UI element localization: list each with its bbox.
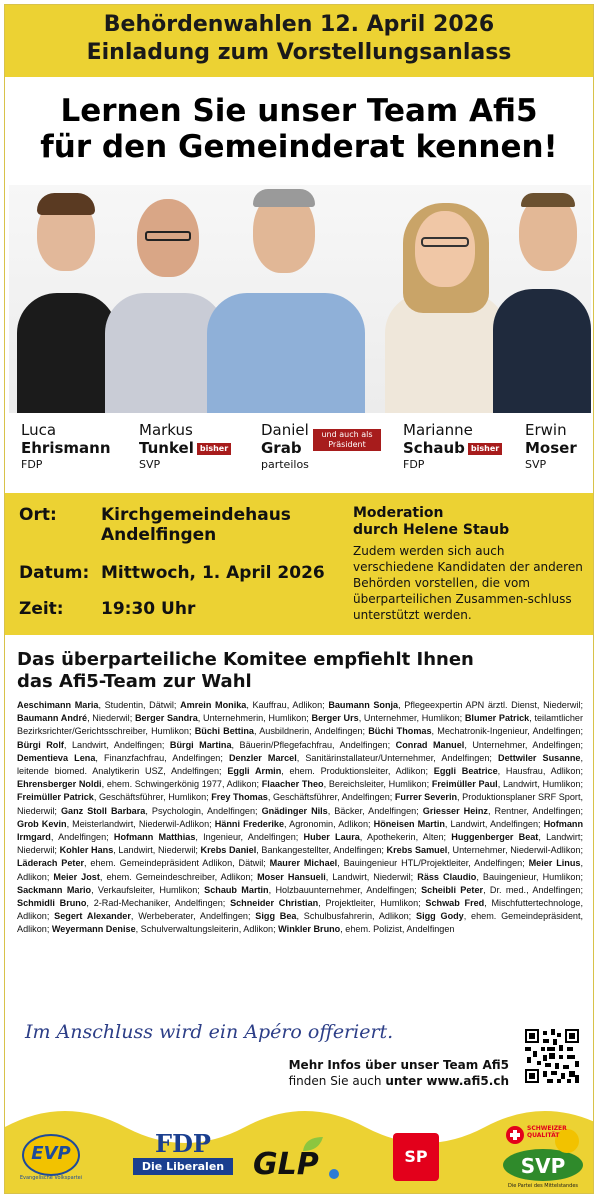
committee-member: Conrad Manuel, Unternehmer, Andelfingen; bbox=[395, 739, 583, 750]
glp-logo[interactable] bbox=[253, 1135, 343, 1185]
moderation-heading bbox=[353, 505, 509, 539]
committee-member-name: Denzler Marcel bbox=[228, 752, 297, 763]
committee-member: Dettwiler Susanne, leitende biomed. Analytikerin USZ, Andelfingen; bbox=[17, 752, 583, 777]
committee-member-name: Aeschimann Maria bbox=[17, 700, 99, 710]
candidate-first-name: Daniel bbox=[261, 421, 309, 439]
committee-member-name: Räss Claudio bbox=[417, 871, 477, 882]
portrait-moser bbox=[493, 185, 591, 413]
committee-member: Dementieva Lena, Finanzfachfrau, Andelfingen; bbox=[17, 752, 229, 763]
evp-label: EVP bbox=[31, 1143, 71, 1164]
committee-member-name: Baumann Sonja bbox=[328, 700, 399, 710]
committee-member: Moser Hansueli, Landwirt, Niederwil; bbox=[257, 871, 418, 882]
committee-member: Aeschimann Maria, Studentin, Dätwil; bbox=[17, 700, 181, 710]
committee-member-name: Schneider Christian bbox=[230, 898, 319, 909]
candidate-party: SVP bbox=[139, 458, 161, 471]
website-link[interactable]: unter www.afi5.ch bbox=[385, 1074, 509, 1088]
committee-member: Ehrensberger Noldi, ehem. Schwingerkönig 1977, Adlikon; bbox=[17, 779, 262, 790]
zeit-label: Zeit: bbox=[19, 599, 64, 619]
committee-member-name: Meier Linus bbox=[528, 858, 581, 869]
committee-member-name: Dettwiler Susanne bbox=[498, 752, 581, 763]
moderation-line1: Moderation bbox=[353, 505, 444, 521]
committee-member-name: Dementieva Lena bbox=[17, 752, 96, 763]
glp-dot bbox=[329, 1169, 339, 1179]
committee-member-name: Furrer Severin bbox=[394, 792, 458, 803]
glp-label: GLP bbox=[253, 1147, 319, 1182]
committee-member: Räss Claudio, Bauingenieur, Humlikon; bbox=[417, 871, 584, 882]
committee-member: Grob Kevin, Meisterlandwirt, Niederwil-Adlikon; bbox=[17, 818, 215, 829]
committee-member: Berger Urs, Unternehmer, Humlikon; bbox=[311, 713, 465, 724]
committee-member-name: Büchi Thomas bbox=[368, 726, 432, 737]
candidate-grab bbox=[261, 421, 391, 472]
committee-member: Freimüller Patrick, Geschäftsführer, Humlikon; bbox=[17, 792, 212, 803]
datum-value: Mittwoch, 1. April 2026 bbox=[101, 563, 325, 583]
candidate-schaub bbox=[403, 421, 502, 472]
more-info bbox=[289, 1057, 509, 1089]
svp-badge-text: SCHWEIZER QUALITÄT bbox=[527, 1125, 567, 1139]
committee-member-name: Griesser Heinz bbox=[422, 805, 488, 816]
committee-member-name: Segert Alexander bbox=[54, 911, 131, 922]
committee-heading bbox=[17, 649, 474, 693]
candidate-party: FDP bbox=[21, 458, 43, 471]
committee-member: Flaacher Theo, Bereichsleiter, Humlikon; bbox=[261, 779, 432, 790]
committee-member-name: Maurer Michael bbox=[269, 858, 338, 869]
committee-member-name: Büchi Bettina bbox=[194, 726, 254, 737]
committee-member-name: Berger Sandra bbox=[134, 713, 198, 724]
candidate-names bbox=[5, 421, 593, 485]
fdp-logo[interactable] bbox=[133, 1129, 233, 1185]
candidate-party: FDP bbox=[403, 458, 425, 471]
committee-member-name: Huber Laura bbox=[303, 832, 360, 843]
committee-member: Ganz Stoll Barbara, Psychologin, Andelfingen; bbox=[60, 805, 262, 816]
candidate-last-name: Ehrismann bbox=[21, 439, 111, 457]
committee-member-name: Conrad Manuel bbox=[395, 739, 465, 750]
team-photo bbox=[9, 185, 591, 413]
committee-member-name: Gnädinger Nils bbox=[261, 805, 328, 816]
committee-member-name: Frey Thomas bbox=[211, 792, 268, 803]
committee-member: Bürgi Rolf, Landwirt, Andelfingen; bbox=[17, 739, 170, 750]
committee-member-name: Freimüller Patrick bbox=[17, 792, 94, 803]
ort-label: Ort: bbox=[19, 505, 57, 525]
committee-member-name: Ganz Stoll Barbara bbox=[60, 805, 146, 816]
committee-member: Gnädinger Nils, Bäcker, Andelfingen; bbox=[261, 805, 423, 816]
committee-member-name: Baumann André bbox=[17, 713, 88, 724]
candidate-first-name: Luca bbox=[21, 421, 57, 439]
candidate-first-name: Erwin bbox=[525, 421, 567, 439]
committee-member-name: Winkler Bruno bbox=[278, 924, 341, 935]
committee-member: Huggenberger Beat, Landwirt; Niederwil; bbox=[17, 832, 583, 856]
committee-member-list bbox=[17, 699, 583, 937]
committee-member-name: Schmidli Bruno bbox=[17, 898, 87, 909]
headline-line1: Lernen Sie unser Team Afi5 bbox=[60, 93, 538, 129]
committee-member: Sigg Gody, ehem. Gemeindepräsident, Adlikon; bbox=[17, 911, 584, 935]
committee-member: Eggli Armin, ehem. Produktionsleiter, Adlikon; bbox=[227, 766, 434, 777]
committee-member-name: Eggli Armin bbox=[227, 766, 282, 777]
committee-member: Büchi Thomas, Mechatronik-Ingenieur, Andelfingen; bbox=[368, 726, 584, 737]
portrait-grab bbox=[199, 185, 369, 413]
svp-label: SVP bbox=[520, 1154, 566, 1178]
candidate-moser bbox=[525, 421, 577, 472]
header-band bbox=[5, 5, 593, 77]
moderation-text: Zudem werden sich auch verschiedene Kandidaten der anderen Behörden vorstellen, die vom überparteilichen Zusammen-schluss unterstützt werden. bbox=[353, 544, 583, 622]
candidate-last-name: Moser bbox=[525, 439, 577, 457]
committee-member: Denzler Marcel, Sanitärinstallateur/Unternehmer, Andelfingen; bbox=[228, 752, 499, 763]
committee-member: Schaub Martin, Holzbauunternehmer, Andelfingen; bbox=[204, 884, 422, 895]
president-tag: und auch als Präsident bbox=[313, 429, 381, 451]
party-logo-band bbox=[5, 1105, 593, 1194]
committee-member: Freimüller Paul, Landwirt, Humlikon; bbox=[431, 779, 583, 790]
committee-member-name: Hofmann Irmgard bbox=[17, 818, 583, 843]
datum-label: Datum: bbox=[19, 563, 90, 583]
candidate-ehrismann bbox=[21, 421, 111, 472]
candidate-first-name: Marianne bbox=[403, 421, 473, 439]
committee-member-name: Blumer Patrick bbox=[464, 713, 530, 724]
committee-member-name: Krebs Samuel bbox=[386, 845, 448, 856]
portrait-schaub bbox=[381, 185, 511, 413]
committee-member: Sackmann Mario, Verkaufsleiter, Humlikon; bbox=[17, 884, 205, 895]
committee-member: Amrein Monika, Kauffrau, Adlikon; bbox=[180, 700, 329, 710]
committee-heading-line1: Das überparteiliche Komitee empfiehlt Ihnen bbox=[17, 649, 474, 670]
committee-member-name: Krebs Daniel bbox=[200, 845, 257, 856]
committee-member-name: Scheibli Peter bbox=[421, 884, 484, 895]
committee-member: Hänni Frederike, Agronomin, Adlikon; bbox=[214, 818, 374, 829]
committee-member-name: Schwab Fred bbox=[425, 898, 485, 909]
committee-member: Eggli Beatrice, Hausfrau, Adlikon; bbox=[433, 766, 583, 777]
committee-member-name: Eggli Beatrice bbox=[433, 766, 498, 777]
flyer bbox=[4, 4, 594, 1194]
candidate-tunkel bbox=[139, 421, 231, 472]
committee-member-name: Amrein Monika bbox=[180, 700, 247, 710]
svp-logo[interactable] bbox=[497, 1121, 589, 1191]
committee-member: Meier Linus, Adlikon; bbox=[17, 858, 583, 882]
header-title: Behördenwahlen 12. April 2026 bbox=[103, 12, 495, 37]
committee-member-name: Hofmann Matthias bbox=[113, 832, 196, 843]
committee-member: Meier Jost, ehem. Gemeindeschreiber, Adlikon; bbox=[53, 871, 258, 882]
committee-member-name: Schaub Martin bbox=[204, 884, 269, 895]
fdp-label: FDP bbox=[155, 1129, 211, 1158]
zeit-value: 19:30 Uhr bbox=[101, 599, 196, 619]
headline bbox=[5, 93, 593, 165]
committee-member: Huber Laura, Apothekerin, Alten; bbox=[303, 832, 452, 843]
committee-member: Schmidli Bruno, 2-Rad-Mechaniker, Andelfingen; bbox=[17, 898, 231, 909]
committee-member: Läderach Peter, ehem. Gemeindepräsident Adlikon, Dätwil; bbox=[17, 858, 270, 869]
committee-member: Krebs Daniel, Bankangestellter, Andelfingen; bbox=[200, 845, 387, 856]
more-info-line2 bbox=[289, 1073, 509, 1089]
ort-line1: Kirchgemeindehaus bbox=[101, 505, 291, 525]
qr-code-icon[interactable] bbox=[523, 1027, 581, 1085]
bisher-tag: bisher bbox=[468, 443, 502, 455]
ort-value bbox=[101, 505, 291, 545]
committee-member: Schneider Christian, Projektleiter, Humlikon; bbox=[230, 898, 426, 909]
apero-note: Im Anschluss wird ein Apéro offeriert. bbox=[25, 1021, 394, 1043]
committee-member: Büchi Bettina, Ausbildnerin, Andelfingen; bbox=[194, 726, 369, 737]
svp-subtitle: Die Partei des Mittelstandes bbox=[507, 1183, 579, 1189]
sp-label: SP bbox=[404, 1147, 428, 1166]
committee-member: Winkler Bruno, ehem. Polizist, Andelfingen bbox=[278, 924, 455, 935]
committee-member: Baumann André, Niederwil; bbox=[17, 713, 135, 724]
committee-member-name: Grob Kevin bbox=[17, 818, 67, 829]
committee-member: Scheibli Peter, Dr. med., Andelfingen; bbox=[421, 884, 583, 895]
more-info-prefix: finden Sie auch bbox=[288, 1074, 386, 1088]
committee-member: Furrer Severin, Produktionsplaner SRF Sport, Niederwil; bbox=[17, 792, 583, 816]
committee-member-name: Berger Urs bbox=[311, 713, 359, 724]
committee-member: Blumer Patrick, teilamtlicher Bezirksrichter/Gerichtsschreiber, Humlikon; bbox=[17, 713, 583, 737]
committee-member: Schwab Fred, Mischfuttertechnologe, Adlikon; bbox=[17, 898, 583, 922]
committee-member-name: Höneisen Martin bbox=[373, 818, 445, 829]
committee-member-name: Bürgi Rolf bbox=[17, 739, 64, 750]
committee-member-name: Sigg Gody bbox=[416, 911, 464, 922]
event-info-band bbox=[5, 493, 593, 635]
candidate-last-name: Grab bbox=[261, 439, 302, 457]
committee-member-name: Meier Jost bbox=[53, 871, 100, 882]
committee-member-name: Hänni Frederike bbox=[214, 818, 285, 829]
committee-member: Segert Alexander, Werbeberater, Andelfingen; bbox=[54, 911, 256, 922]
headline-line2: für den Gemeinderat kennen! bbox=[40, 129, 558, 165]
committee-member: Maurer Michael, Bauingenieur HTL/Projektleiter, Andelfingen; bbox=[269, 858, 529, 869]
committee-member-name: Huggenberger Beat bbox=[451, 832, 539, 843]
committee-member-name: Flaacher Theo bbox=[261, 779, 324, 790]
committee-member: Weyermann Denise, Schulverwaltungsleiterin, Adlikon; bbox=[51, 924, 279, 935]
committee-member: Frey Thomas, Geschäftsführer, Andelfingen; bbox=[211, 792, 395, 803]
committee-heading-line2: das Afi5-Team zur Wahl bbox=[17, 671, 252, 692]
committee-member-name: Sackmann Mario bbox=[17, 884, 92, 895]
fdp-subtitle: Die Liberalen bbox=[133, 1158, 233, 1175]
header-subtitle: Einladung zum Vorstellungsanlass bbox=[86, 40, 512, 65]
committee-member: Kohler Hans, Landwirt, Niederwil; bbox=[59, 845, 201, 856]
committee-member: Krebs Samuel, Unternehmer, Niederwil-Adlikon; bbox=[386, 845, 584, 856]
ort-line2: Andelfingen bbox=[101, 525, 217, 545]
committee-member: Höneisen Martin, Landwirt, Andelfingen; bbox=[373, 818, 544, 829]
committee-member: Berger Sandra, Unternehmerin, Humlikon; bbox=[134, 713, 312, 724]
committee-member: Hofmann Irmgard, Andelfingen; bbox=[17, 818, 583, 843]
moderation-line2: durch Helene Staub bbox=[353, 522, 510, 538]
evp-subtitle: Evangelische Volkspartei bbox=[19, 1175, 83, 1181]
committee-member-name: Läderach Peter bbox=[17, 858, 85, 869]
sp-logo[interactable] bbox=[393, 1133, 439, 1181]
committee-member-name: Moser Hansueli bbox=[257, 871, 326, 882]
candidate-last-name: Tunkel bbox=[139, 439, 194, 457]
committee-member: Griesser Heinz, Rentner, Andelfingen; bbox=[422, 805, 583, 816]
committee-member: Sigg Bea, Schulbusfahrerin, Adlikon; bbox=[255, 911, 416, 922]
evp-logo[interactable] bbox=[19, 1131, 83, 1183]
committee-member-name: Freimüller Paul bbox=[431, 779, 498, 790]
candidate-last-name: Schaub bbox=[403, 439, 465, 457]
committee-member: Bürgi Martina, Bäuerin/Pflegefachfrau, Andelfingen; bbox=[169, 739, 396, 750]
more-info-line1: Mehr Infos über unser Team Afi5 bbox=[288, 1058, 509, 1072]
committee-member-name: Weyermann Denise bbox=[51, 924, 136, 935]
committee-member-name: Kohler Hans bbox=[59, 845, 114, 856]
candidate-party: SVP bbox=[525, 458, 547, 471]
candidate-first-name: Markus bbox=[139, 421, 193, 439]
committee-member-name: Sigg Bea bbox=[255, 911, 297, 922]
committee-member-name: Ehrensberger Noldi bbox=[17, 779, 102, 790]
candidate-party: parteilos bbox=[261, 458, 309, 471]
committee-member-name: Bürgi Martina bbox=[169, 739, 232, 750]
bisher-tag: bisher bbox=[197, 443, 231, 455]
committee-member: Baumann Sonja, Pflegeexpertin APN ärztl. Dienst, Niederwil; bbox=[328, 700, 583, 710]
committee-member: Hofmann Matthias, Ingenieur, Andelfingen; bbox=[113, 832, 304, 843]
